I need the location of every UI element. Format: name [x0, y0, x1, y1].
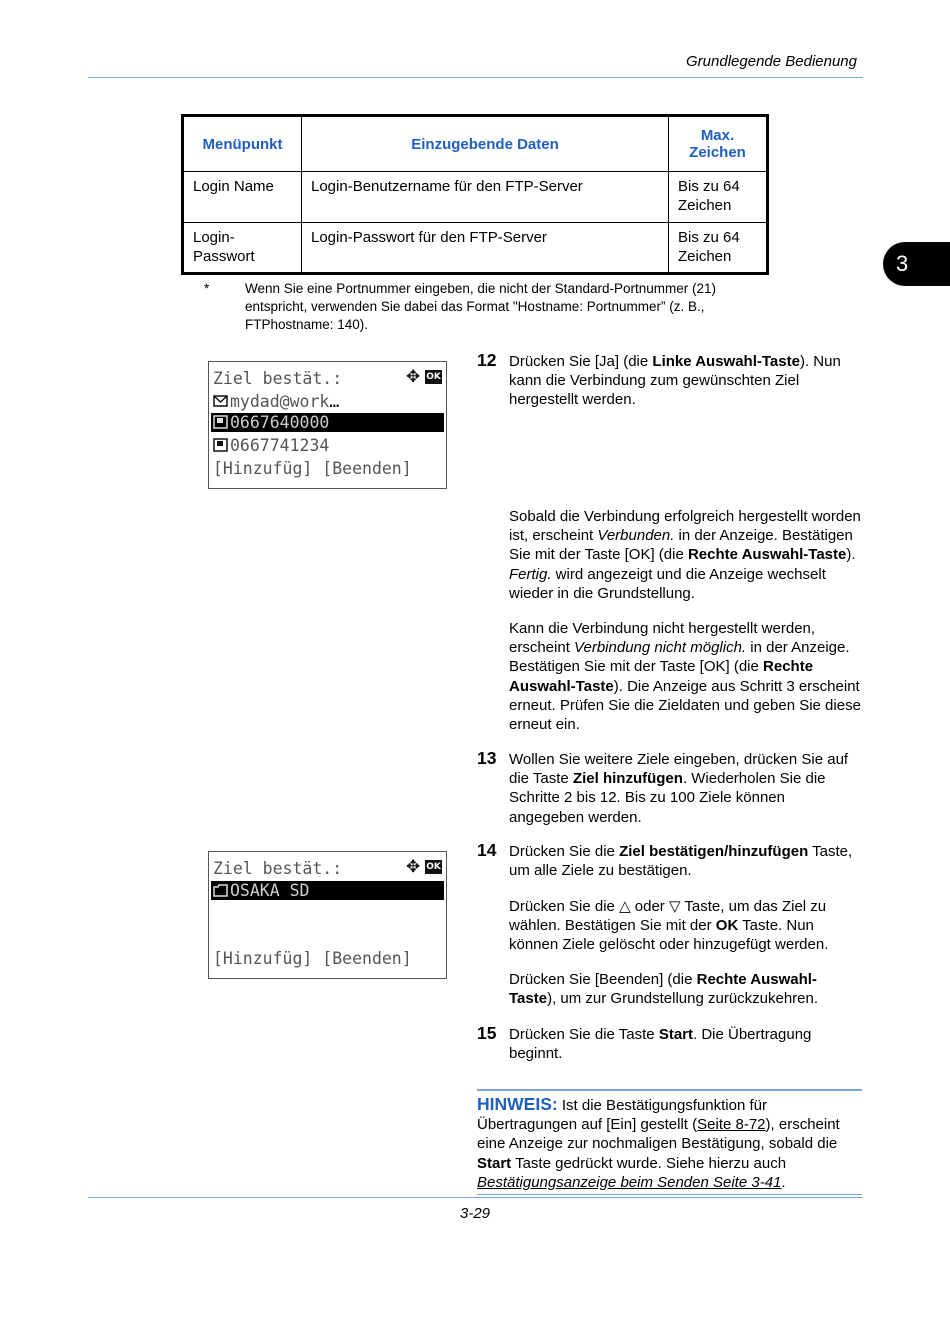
text-run: Drücken Sie die Taste	[509, 1026, 659, 1043]
step-number: 15	[477, 1023, 497, 1043]
ok-key-icon: OK	[426, 372, 441, 382]
italic-run: Verbindung nicht möglich.	[574, 639, 747, 657]
hint-bottom-rule	[477, 1194, 862, 1195]
bold-run: Rechte Auswahl-Taste	[509, 971, 817, 1008]
text-run: Taste. Nun können Ziele gelöscht oder hinzugefügt werden.	[509, 917, 829, 954]
step-12-failure-text	[509, 619, 861, 734]
lcd-destination-fax	[213, 435, 329, 456]
text-run: Drücken Sie [Beenden] (die	[509, 971, 697, 988]
down-triangle-icon: ▽	[668, 898, 681, 915]
text-run: Sobald die Verbindung erfolgreich hergestellt worden ist, erscheint	[509, 508, 861, 545]
fax-icon	[213, 438, 228, 452]
step-number: 14	[477, 840, 497, 860]
step-13-text	[509, 750, 861, 827]
bold-run: Ziel bestätigen/hinzufügen	[619, 843, 809, 860]
table-row	[183, 223, 768, 274]
step-12-success-text	[509, 507, 861, 603]
step-number: 12	[477, 350, 497, 370]
table-header-row	[183, 116, 768, 172]
text-run: ), um zur Grundstellung zurückzukehren.	[547, 990, 819, 1008]
page-number: 3-29	[459, 1205, 491, 1222]
footnote-text: Wenn Sie eine Portnummer eingeben, die nicht der Standard-Portnummer (21) entspricht, verwenden Sie dabei das Format "Hostname: Portnummer” (z. B., FTPhostname: 140).	[245, 281, 716, 332]
lcd-line-text: mydad@work	[230, 392, 330, 411]
column-header: Max. Zeichen	[669, 116, 768, 172]
text-run: ). Nun kann die Verbindung zum gewünschten Ziel hergestellt werden.	[509, 353, 841, 409]
lcd-destination-folder-selected	[213, 880, 309, 901]
bold-run: Start	[477, 1154, 512, 1172]
step-number: 13	[477, 748, 497, 768]
cross-reference-link[interactable]: Bestätigungsanzeige beim Senden Seite 3-41	[477, 1173, 782, 1191]
text-run: in der Anzeige. Bestätigen Sie mit der Taste [OK] (die	[509, 527, 853, 564]
lcd-line-text: OSAKA SD	[230, 881, 310, 900]
table-row	[183, 172, 768, 223]
page-link[interactable]: Seite 8-72	[697, 1116, 766, 1134]
text-run: Drücken Sie [Ja] (die	[509, 353, 653, 370]
table-cell: Login-Benutzername für den FTP-Server	[302, 172, 669, 223]
text-run: Drücken Sie die	[509, 843, 620, 860]
bold-run: Start	[658, 1026, 693, 1043]
header-rule	[88, 77, 863, 78]
step-14-select-text	[509, 897, 861, 955]
step-12-text	[509, 352, 861, 410]
lcd-softkeys: [Hinzufüg] [Beenden]	[213, 949, 412, 968]
table-cell: Bis zu 64 Zeichen	[669, 172, 768, 223]
text-run: Drücken Sie die	[509, 898, 620, 915]
lcd-destination-fax-selected	[213, 412, 329, 433]
text-run: ). Die Anzeige aus Schritt 3 erscheint erneut. Prüfen Sie die Zieldaten und geben Sie diese erneut ein.	[509, 677, 861, 734]
column-header: Menüpunkt	[183, 116, 302, 172]
text-run: .	[781, 1173, 786, 1191]
italic-run: Verbunden.	[597, 527, 675, 545]
lcd-title: Ziel bestät.:	[213, 369, 343, 388]
hint-note	[477, 1095, 862, 1192]
four-way-arrow-icon: ✥	[406, 367, 421, 387]
email-icon	[213, 394, 228, 408]
table-cell: Login-Passwort	[183, 223, 302, 274]
step-15-text	[509, 1025, 861, 1063]
text-run: ).	[846, 546, 856, 564]
footer-rule	[88, 1197, 863, 1198]
text-run: wird angezeigt und die Anzeige wechselt wieder in die Grundstellung.	[509, 565, 826, 602]
lcd-screen-confirm-destinations-2	[208, 851, 447, 979]
text-run: ), erscheint eine Anzeige zur nochmaligen Bestätigung, sobald die	[477, 1116, 840, 1153]
column-header: Einzugebende Daten	[302, 116, 669, 172]
text-run: Ist die Bestätigungsfunktion für Übertragungen auf [Ein] gestellt (	[477, 1097, 767, 1134]
text-run: . Die Übertragung beginnt.	[509, 1026, 812, 1063]
text-run: Kann die Verbindung nicht hergestellt werden, erscheint	[509, 620, 816, 657]
bold-run: Ziel hinzufügen	[572, 770, 683, 788]
table-cell: Login Name	[183, 172, 302, 223]
bold-run: Rechte Auswahl-Taste	[687, 546, 847, 564]
ok-key-icon: OK	[426, 862, 441, 872]
bold-run: Linke Auswahl-Taste	[652, 353, 800, 370]
text-run: . Wiederholen Sie die Schritte 2 bis 12. Bis zu 100 Ziele können angegeben werden.	[509, 770, 826, 826]
lcd-screen-confirm-destinations	[208, 361, 447, 489]
settings-table	[181, 114, 769, 275]
four-way-arrow-icon: ✥	[406, 857, 421, 877]
fax-icon	[213, 415, 228, 429]
footnote-marker: *	[204, 281, 210, 296]
text-run: Wollen Sie weitere Ziele eingeben, drücken Sie auf die Taste	[509, 751, 849, 788]
text-run: Taste, um das Ziel zu wählen. Bestätigen Sie mit der	[509, 898, 827, 935]
step-14-text	[509, 842, 861, 880]
italic-run: Fertig.	[509, 565, 552, 583]
table-cell: Bis zu 64 Zeichen	[669, 223, 768, 274]
hint-top-rule	[477, 1089, 862, 1091]
step-14-finish-text	[509, 970, 861, 1008]
text-run: oder	[630, 898, 669, 915]
lcd-ellipsis: …	[329, 392, 340, 411]
text-run: in der Anzeige. Bestätigen Sie mit der Taste [OK] (die	[509, 639, 850, 676]
lcd-destination-email	[213, 391, 339, 412]
running-header: Grundlegende Bedienung	[686, 53, 857, 70]
bold-run: OK	[715, 917, 739, 935]
lcd-line-text: 0667741234	[230, 436, 330, 455]
bold-run: Rechte Auswahl-Taste	[509, 658, 814, 695]
lcd-title: Ziel bestät.:	[213, 859, 343, 878]
text-run: Taste, um alle Ziele zu bestätigen.	[509, 843, 853, 880]
text-run: Taste gedrückt wurde. Siehe hierzu auch	[511, 1154, 787, 1172]
table-cell: Login-Passwort für den FTP-Server	[302, 223, 669, 274]
lcd-softkeys: [Hinzufüg] [Beenden]	[213, 459, 412, 478]
lcd-line-text: 0667640000	[230, 413, 330, 432]
chapter-tab: 3	[883, 242, 950, 286]
hint-label: HINWEIS:	[477, 1094, 558, 1114]
folder-icon	[213, 883, 228, 897]
up-triangle-icon: △	[619, 898, 631, 915]
